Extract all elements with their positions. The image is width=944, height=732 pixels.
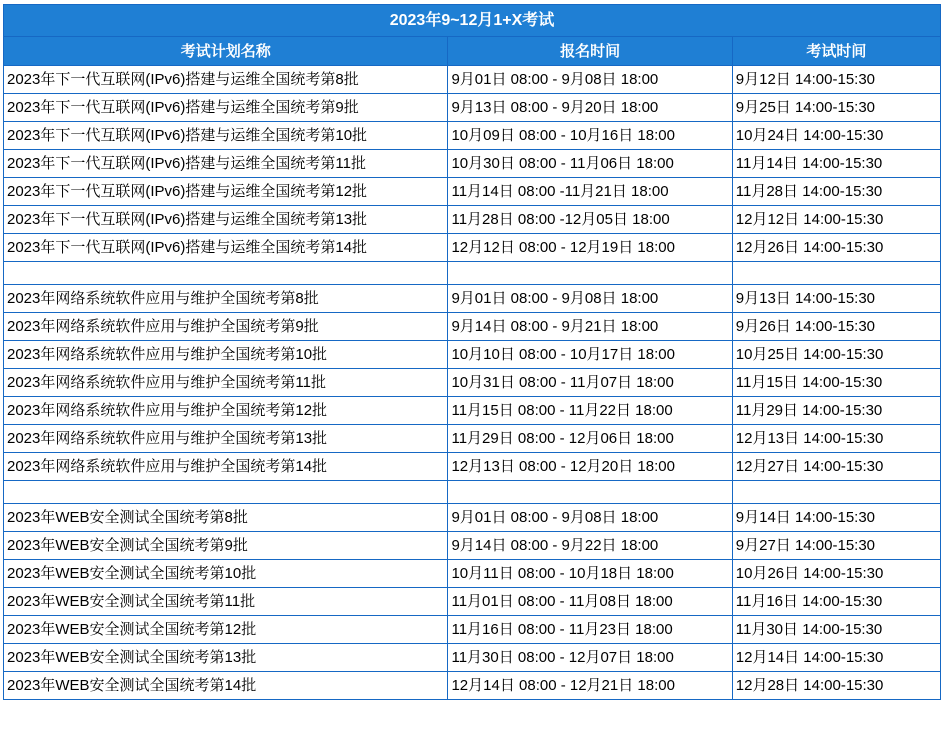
exam-time: 12月26日 14:00-15:30 [732, 234, 940, 262]
exam-signup-time: 9月14日 08:00 - 9月21日 18:00 [448, 313, 732, 341]
exam-plan-name: 2023年WEB安全测试全国统考第11批 [4, 588, 448, 616]
exam-plan-name: 2023年下一代互联网(IPv6)搭建与运维全国统考第10批 [4, 122, 448, 150]
group-spacer-row [4, 481, 941, 504]
exam-time: 9月13日 14:00-15:30 [732, 285, 940, 313]
exam-signup-time: 10月09日 08:00 - 10月16日 18:00 [448, 122, 732, 150]
exam-time: 10月24日 14:00-15:30 [732, 122, 940, 150]
exam-time: 9月26日 14:00-15:30 [732, 313, 940, 341]
exam-time: 12月12日 14:00-15:30 [732, 206, 940, 234]
exam-time: 11月28日 14:00-15:30 [732, 178, 940, 206]
table-row [4, 285, 941, 313]
page-title: 2023年9~12月1+X考试 [4, 5, 941, 37]
table-row [4, 94, 941, 122]
spacer-cell [448, 262, 732, 285]
spacer-cell [4, 481, 448, 504]
table-row [4, 122, 941, 150]
exam-signup-time: 9月01日 08:00 - 9月08日 18:00 [448, 504, 732, 532]
spacer-cell [4, 262, 448, 285]
exam-signup-time: 12月13日 08:00 - 12月20日 18:00 [448, 453, 732, 481]
column-header-signup-time: 报名时间 [448, 37, 732, 66]
column-header-exam-time: 考试时间 [732, 37, 940, 66]
exam-signup-time: 11月15日 08:00 - 11月22日 18:00 [448, 397, 732, 425]
table-row [4, 206, 941, 234]
spacer-cell [732, 262, 940, 285]
table-row [4, 341, 941, 369]
table-header-row [4, 37, 941, 66]
exam-signup-time: 10月30日 08:00 - 11月06日 18:00 [448, 150, 732, 178]
exam-time: 12月14日 14:00-15:30 [732, 644, 940, 672]
exam-time: 9月27日 14:00-15:30 [732, 532, 940, 560]
table-row [4, 66, 941, 94]
exam-signup-time: 11月16日 08:00 - 11月23日 18:00 [448, 616, 732, 644]
exam-plan-name: 2023年WEB安全测试全国统考第12批 [4, 616, 448, 644]
table-row [4, 313, 941, 341]
exam-signup-time: 9月01日 08:00 - 9月08日 18:00 [448, 285, 732, 313]
exam-time: 12月27日 14:00-15:30 [732, 453, 940, 481]
exam-signup-time: 12月12日 08:00 - 12月19日 18:00 [448, 234, 732, 262]
exam-time: 9月14日 14:00-15:30 [732, 504, 940, 532]
exam-plan-name: 2023年下一代互联网(IPv6)搭建与运维全国统考第8批 [4, 66, 448, 94]
exam-signup-time: 9月01日 08:00 - 9月08日 18:00 [448, 66, 732, 94]
spacer-cell [448, 481, 732, 504]
exam-time: 9月25日 14:00-15:30 [732, 94, 940, 122]
exam-plan-name: 2023年网络系统软件应用与维护全国统考第10批 [4, 341, 448, 369]
table-row [4, 532, 941, 560]
table-row [4, 644, 941, 672]
exam-plan-name: 2023年网络系统软件应用与维护全国统考第8批 [4, 285, 448, 313]
table-row [4, 504, 941, 532]
exam-schedule-table [3, 4, 941, 700]
exam-plan-name: 2023年下一代互联网(IPv6)搭建与运维全国统考第11批 [4, 150, 448, 178]
exam-signup-time: 9月13日 08:00 - 9月20日 18:00 [448, 94, 732, 122]
exam-plan-name: 2023年下一代互联网(IPv6)搭建与运维全国统考第9批 [4, 94, 448, 122]
exam-time: 11月14日 14:00-15:30 [732, 150, 940, 178]
exam-plan-name: 2023年网络系统软件应用与维护全国统考第14批 [4, 453, 448, 481]
table-row [4, 425, 941, 453]
exam-plan-name: 2023年网络系统软件应用与维护全国统考第11批 [4, 369, 448, 397]
exam-plan-name: 2023年下一代互联网(IPv6)搭建与运维全国统考第12批 [4, 178, 448, 206]
exam-signup-time: 11月01日 08:00 - 11月08日 18:00 [448, 588, 732, 616]
table-row [4, 588, 941, 616]
exam-time: 12月28日 14:00-15:30 [732, 672, 940, 700]
spacer-cell [732, 481, 940, 504]
exam-plan-name: 2023年WEB安全测试全国统考第13批 [4, 644, 448, 672]
exam-signup-time: 11月28日 08:00 -12月05日 18:00 [448, 206, 732, 234]
exam-plan-name: 2023年下一代互联网(IPv6)搭建与运维全国统考第13批 [4, 206, 448, 234]
exam-plan-name: 2023年WEB安全测试全国统考第14批 [4, 672, 448, 700]
exam-plan-name: 2023年WEB安全测试全国统考第9批 [4, 532, 448, 560]
exam-plan-name: 2023年网络系统软件应用与维护全国统考第9批 [4, 313, 448, 341]
exam-signup-time: 9月14日 08:00 - 9月22日 18:00 [448, 532, 732, 560]
exam-signup-time: 10月11日 08:00 - 10月18日 18:00 [448, 560, 732, 588]
exam-time: 10月25日 14:00-15:30 [732, 341, 940, 369]
exam-time: 10月26日 14:00-15:30 [732, 560, 940, 588]
exam-time: 11月16日 14:00-15:30 [732, 588, 940, 616]
group-spacer-row [4, 262, 941, 285]
column-header-name: 考试计划名称 [4, 37, 448, 66]
table-row [4, 369, 941, 397]
exam-signup-time: 11月30日 08:00 - 12月07日 18:00 [448, 644, 732, 672]
table-title-row [4, 5, 941, 37]
exam-time: 11月30日 14:00-15:30 [732, 616, 940, 644]
table-row [4, 616, 941, 644]
exam-signup-time: 11月29日 08:00 - 12月06日 18:00 [448, 425, 732, 453]
exam-time: 11月15日 14:00-15:30 [732, 369, 940, 397]
exam-plan-name: 2023年WEB安全测试全国统考第8批 [4, 504, 448, 532]
table-row [4, 453, 941, 481]
exam-plan-name: 2023年网络系统软件应用与维护全国统考第13批 [4, 425, 448, 453]
table-row [4, 178, 941, 206]
table-row [4, 397, 941, 425]
table-row [4, 560, 941, 588]
exam-signup-time: 10月10日 08:00 - 10月17日 18:00 [448, 341, 732, 369]
exam-plan-name: 2023年网络系统软件应用与维护全国统考第12批 [4, 397, 448, 425]
exam-signup-time: 10月31日 08:00 - 11月07日 18:00 [448, 369, 732, 397]
table-row [4, 234, 941, 262]
exam-time: 11月29日 14:00-15:30 [732, 397, 940, 425]
exam-time: 12月13日 14:00-15:30 [732, 425, 940, 453]
exam-time: 9月12日 14:00-15:30 [732, 66, 940, 94]
exam-plan-name: 2023年下一代互联网(IPv6)搭建与运维全国统考第14批 [4, 234, 448, 262]
table-row [4, 672, 941, 700]
exam-signup-time: 12月14日 08:00 - 12月21日 18:00 [448, 672, 732, 700]
exam-plan-name: 2023年WEB安全测试全国统考第10批 [4, 560, 448, 588]
table-row [4, 150, 941, 178]
exam-signup-time: 11月14日 08:00 -11月21日 18:00 [448, 178, 732, 206]
